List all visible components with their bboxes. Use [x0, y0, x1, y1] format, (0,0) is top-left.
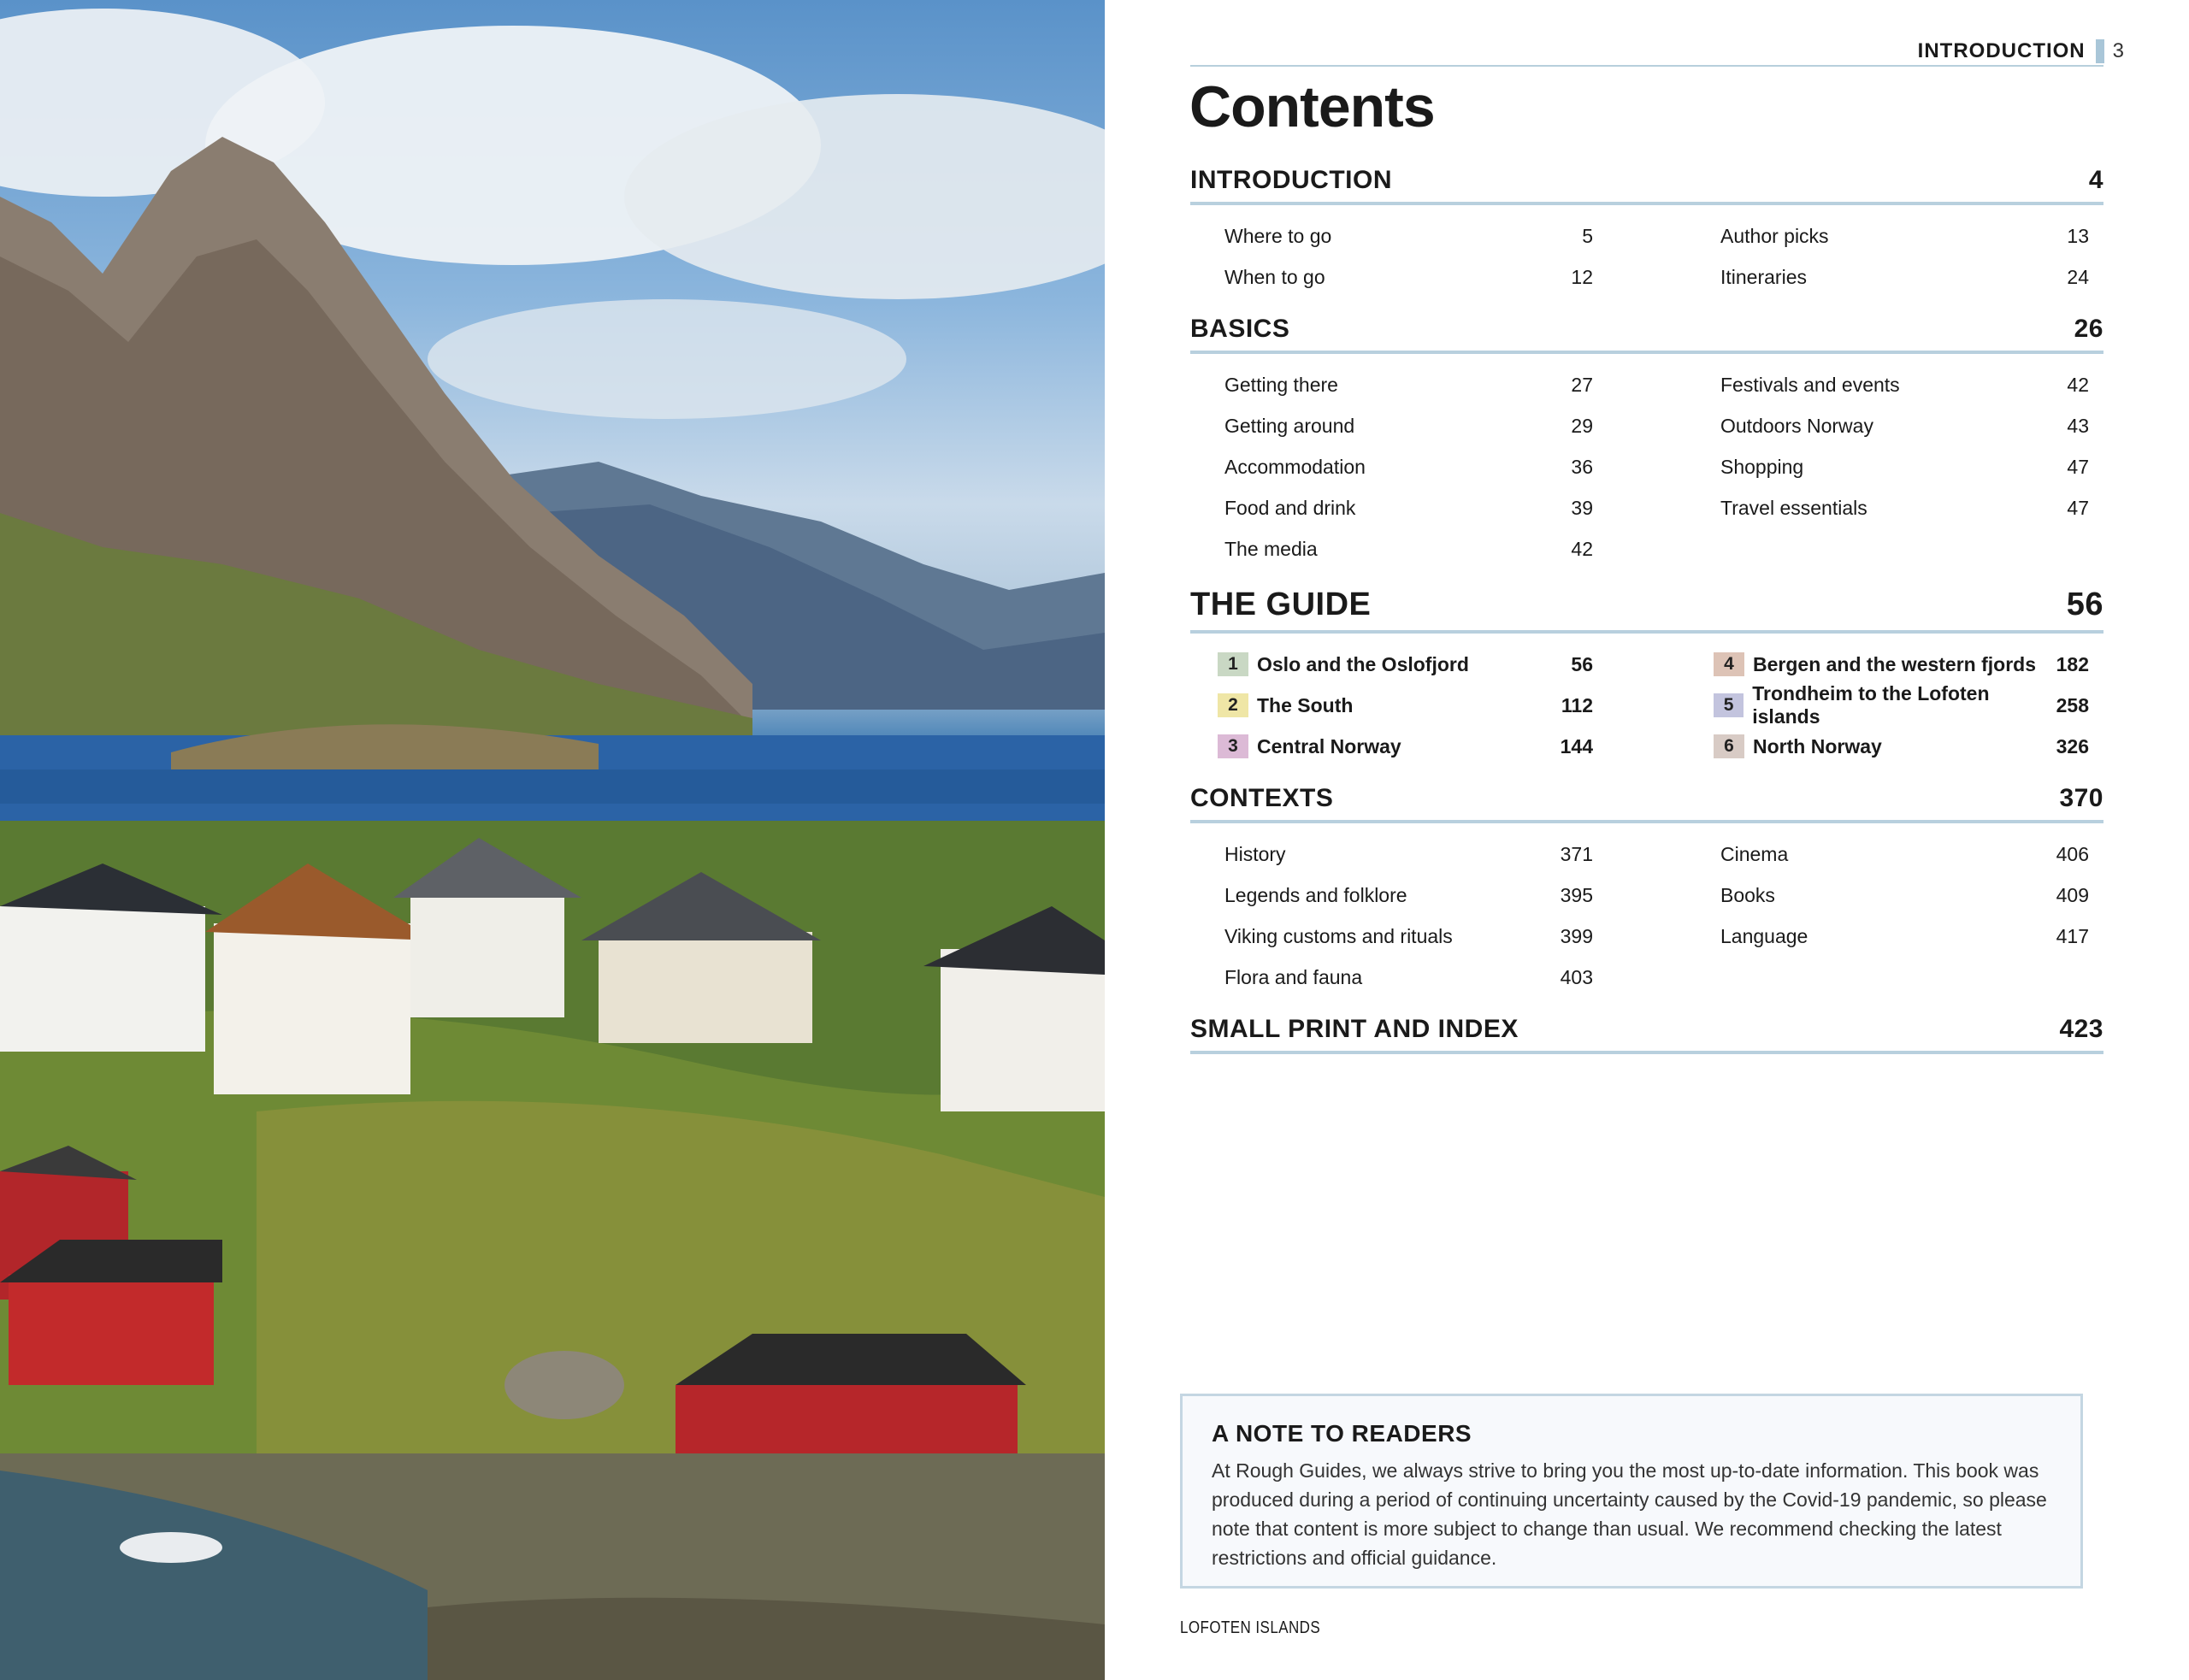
chapter-entry[interactable]: [1686, 682, 2103, 728]
section-heading[interactable]: [1190, 1015, 2103, 1054]
entry-label: Legends and folklore: [1224, 883, 1407, 906]
entry-label: The South: [1257, 693, 1354, 716]
right-column: [1625, 834, 2103, 998]
chapter-entry[interactable]: [1686, 726, 2103, 767]
section-entries: [1190, 354, 2103, 569]
left-column: [1190, 364, 1625, 569]
photo-caption: LOFOTEN ISLANDS: [1180, 1618, 1321, 1637]
toc-entry[interactable]: [1190, 875, 1608, 916]
section-page: 26: [2074, 315, 2103, 343]
chapter-number-badge: 3: [1218, 734, 1248, 758]
entry-label-wrap: [1720, 225, 1829, 248]
section-entries: [1190, 205, 2103, 298]
contents-page: [1105, 0, 2189, 1680]
entry-label-wrap: [1218, 652, 1469, 676]
toc-entry[interactable]: [1686, 916, 2103, 957]
toc-entry[interactable]: [1190, 405, 1608, 446]
entry-label: Food and drink: [1224, 496, 1356, 519]
section-heading[interactable]: [1190, 315, 2103, 354]
entry-label-wrap: [1224, 843, 1286, 866]
toc-entry[interactable]: [1686, 256, 2103, 298]
chapter-number-badge: 4: [1714, 652, 1744, 676]
entry-page: 371: [1560, 842, 1593, 865]
right-column: [1625, 364, 2103, 569]
entry-page: 406: [2056, 842, 2089, 865]
entry-label-wrap: [1224, 966, 1362, 989]
page-number: 3: [2112, 39, 2125, 62]
entry-label-wrap: [1720, 925, 1808, 948]
entry-label: Central Norway: [1257, 734, 1401, 757]
entry-label-wrap: [1224, 374, 1338, 397]
toc-entry[interactable]: [1190, 834, 1608, 875]
entry-label-wrap: [1218, 734, 1401, 758]
right-column: [1625, 644, 2103, 767]
section-entries: [1190, 823, 2103, 998]
entry-page: 42: [2067, 373, 2089, 396]
entry-label: Outdoors Norway: [1720, 414, 1873, 437]
entry-label-wrap: [1224, 415, 1354, 438]
section-page: 56: [2066, 587, 2103, 622]
entry-page: 258: [2056, 693, 2089, 716]
entry-page: 409: [2056, 883, 2089, 906]
toc-entry[interactable]: [1190, 256, 1608, 298]
toc-entry[interactable]: [1190, 528, 1608, 569]
entry-label: Festivals and events: [1720, 373, 1900, 396]
entry-label-wrap: [1720, 266, 1807, 289]
running-head-label: INTRODUCTION: [1917, 39, 2086, 62]
entry-page: 56: [1571, 652, 1593, 675]
entry-label: Author picks: [1720, 224, 1829, 247]
section-title: BASICS: [1190, 315, 1290, 343]
entry-label-wrap: [1720, 456, 1803, 479]
toc-entry[interactable]: [1190, 215, 1608, 256]
chapter-number-badge: 2: [1218, 693, 1248, 717]
entry-page: 36: [1571, 455, 1593, 478]
entry-label: Where to go: [1224, 224, 1332, 247]
entry-page: 47: [2067, 496, 2089, 519]
entry-page: 326: [2056, 734, 2089, 757]
entry-page: 47: [2067, 455, 2089, 478]
entry-label-wrap: [1714, 682, 2056, 728]
entry-label: When to go: [1224, 265, 1325, 288]
entry-label-wrap: [1224, 925, 1453, 948]
toc-section: [1190, 1015, 2103, 1054]
note-body: At Rough Guides, we always strive to bring you the most up-to-date information. This book was produced during a period of continuing uncertainty caused by the Covid-19 pandemic, so please note that content is more subject to change than usual. We recommend checking the latest restrictions and official guidance.: [1212, 1459, 2047, 1569]
entry-page: 29: [1571, 414, 1593, 437]
entry-page: 12: [1571, 265, 1593, 288]
toc-entry[interactable]: [1190, 487, 1608, 528]
entry-label: Cinema: [1720, 842, 1789, 865]
note-to-readers-box: [1180, 1394, 2083, 1589]
note-title: A NOTE TO READERS: [1212, 1420, 1472, 1447]
section-heading[interactable]: [1190, 784, 2103, 823]
toc-entry[interactable]: [1686, 405, 2103, 446]
toc-entry[interactable]: [1190, 957, 1608, 998]
entry-label: History: [1224, 842, 1286, 865]
entry-label-wrap: [1218, 693, 1353, 717]
entry-label: Trondheim to the Lofoten islands: [1752, 682, 1990, 728]
toc-entry[interactable]: [1686, 487, 2103, 528]
entry-label: Flora and fauna: [1224, 965, 1363, 988]
entry-label: Viking customs and rituals: [1224, 924, 1453, 947]
entry-label: Getting around: [1224, 414, 1355, 437]
entry-label-wrap: [1224, 456, 1366, 479]
entry-page: 13: [2067, 224, 2089, 247]
chapter-entry[interactable]: [1190, 644, 1608, 685]
entry-label-wrap: [1714, 734, 1882, 758]
entry-page: 112: [1561, 693, 1593, 716]
section-page: 4: [2088, 166, 2103, 194]
chapter-number-badge: 6: [1714, 734, 1744, 758]
entry-label: North Norway: [1753, 734, 1882, 757]
entry-page: 39: [1571, 496, 1593, 519]
entry-page: 43: [2067, 414, 2089, 437]
entry-label-wrap: [1224, 884, 1407, 907]
entry-label-wrap: [1720, 374, 1900, 397]
entry-page: 399: [1560, 924, 1593, 947]
entry-label-wrap: [1224, 538, 1318, 561]
entry-label: Shopping: [1720, 455, 1804, 478]
toc-entry[interactable]: [1190, 446, 1608, 487]
entry-label-wrap: [1714, 652, 2036, 676]
section-title: THE GUIDE: [1190, 587, 1372, 622]
entry-page: 42: [1571, 537, 1593, 560]
section-page: 370: [2059, 784, 2103, 812]
toc-entry[interactable]: [1190, 364, 1608, 405]
toc-entry[interactable]: [1686, 215, 2103, 256]
toc-section: [1190, 784, 2103, 998]
entry-page: 395: [1560, 883, 1593, 906]
page-title: Contents: [1189, 74, 1435, 139]
chapter-entry[interactable]: [1190, 726, 1608, 767]
entry-label-wrap: [1720, 415, 1873, 438]
entry-label: Accommodation: [1224, 455, 1366, 478]
toc-entry[interactable]: [1686, 446, 2103, 487]
section-title: SMALL PRINT AND INDEX: [1190, 1015, 1519, 1043]
entry-label-wrap: [1720, 884, 1775, 907]
entry-page: 403: [1560, 965, 1593, 988]
entry-label: Books: [1720, 883, 1775, 906]
entry-label: Itineraries: [1720, 265, 1807, 288]
entry-page: 417: [2056, 924, 2089, 947]
entry-page: 27: [1571, 373, 1593, 396]
running-head-bar: [2096, 39, 2104, 63]
section-heading[interactable]: [1190, 587, 2103, 634]
toc-section: [1190, 587, 2103, 767]
entry-label-wrap: [1224, 266, 1325, 289]
entry-label: Getting there: [1224, 373, 1338, 396]
entry-page: 5: [1582, 224, 1593, 247]
toc-section: [1190, 166, 2103, 298]
entry-page: 182: [2056, 652, 2089, 675]
entry-page: 24: [2067, 265, 2089, 288]
toc-section: [1190, 315, 2103, 569]
section-title: INTRODUCTION: [1190, 166, 1392, 194]
entry-label: The media: [1224, 537, 1318, 560]
entry-label-wrap: [1224, 225, 1331, 248]
right-column: [1625, 215, 2103, 298]
section-entries: [1190, 634, 2103, 767]
running-head: [1918, 39, 2125, 63]
toc-entry[interactable]: [1190, 916, 1608, 957]
entry-label: Oslo and the Oslofjord: [1257, 652, 1469, 675]
toc-entry[interactable]: [1686, 834, 2103, 875]
chapter-number-badge: 1: [1218, 652, 1248, 676]
toc-entry[interactable]: [1686, 875, 2103, 916]
header-rule: [1190, 65, 2103, 67]
table-of-contents: [1190, 166, 2103, 1071]
left-column: [1190, 215, 1625, 298]
chapter-entry[interactable]: [1190, 685, 1608, 726]
left-column: [1190, 644, 1625, 767]
section-heading[interactable]: [1190, 166, 2103, 205]
chapter-number-badge: 5: [1714, 693, 1744, 717]
entry-label-wrap: [1720, 843, 1788, 866]
chapter-entry[interactable]: [1686, 644, 2103, 685]
entry-page: 144: [1560, 734, 1593, 757]
left-column: [1190, 834, 1625, 998]
entry-label: Travel essentials: [1720, 496, 1867, 519]
entry-label: Language: [1720, 924, 1808, 947]
section-title: CONTEXTS: [1190, 784, 1334, 812]
section-page: 423: [2059, 1015, 2103, 1043]
entry-label: Bergen and the western fjords: [1753, 652, 2037, 675]
entry-label-wrap: [1720, 497, 1867, 520]
entry-label-wrap: [1224, 497, 1355, 520]
toc-entry[interactable]: [1686, 364, 2103, 405]
